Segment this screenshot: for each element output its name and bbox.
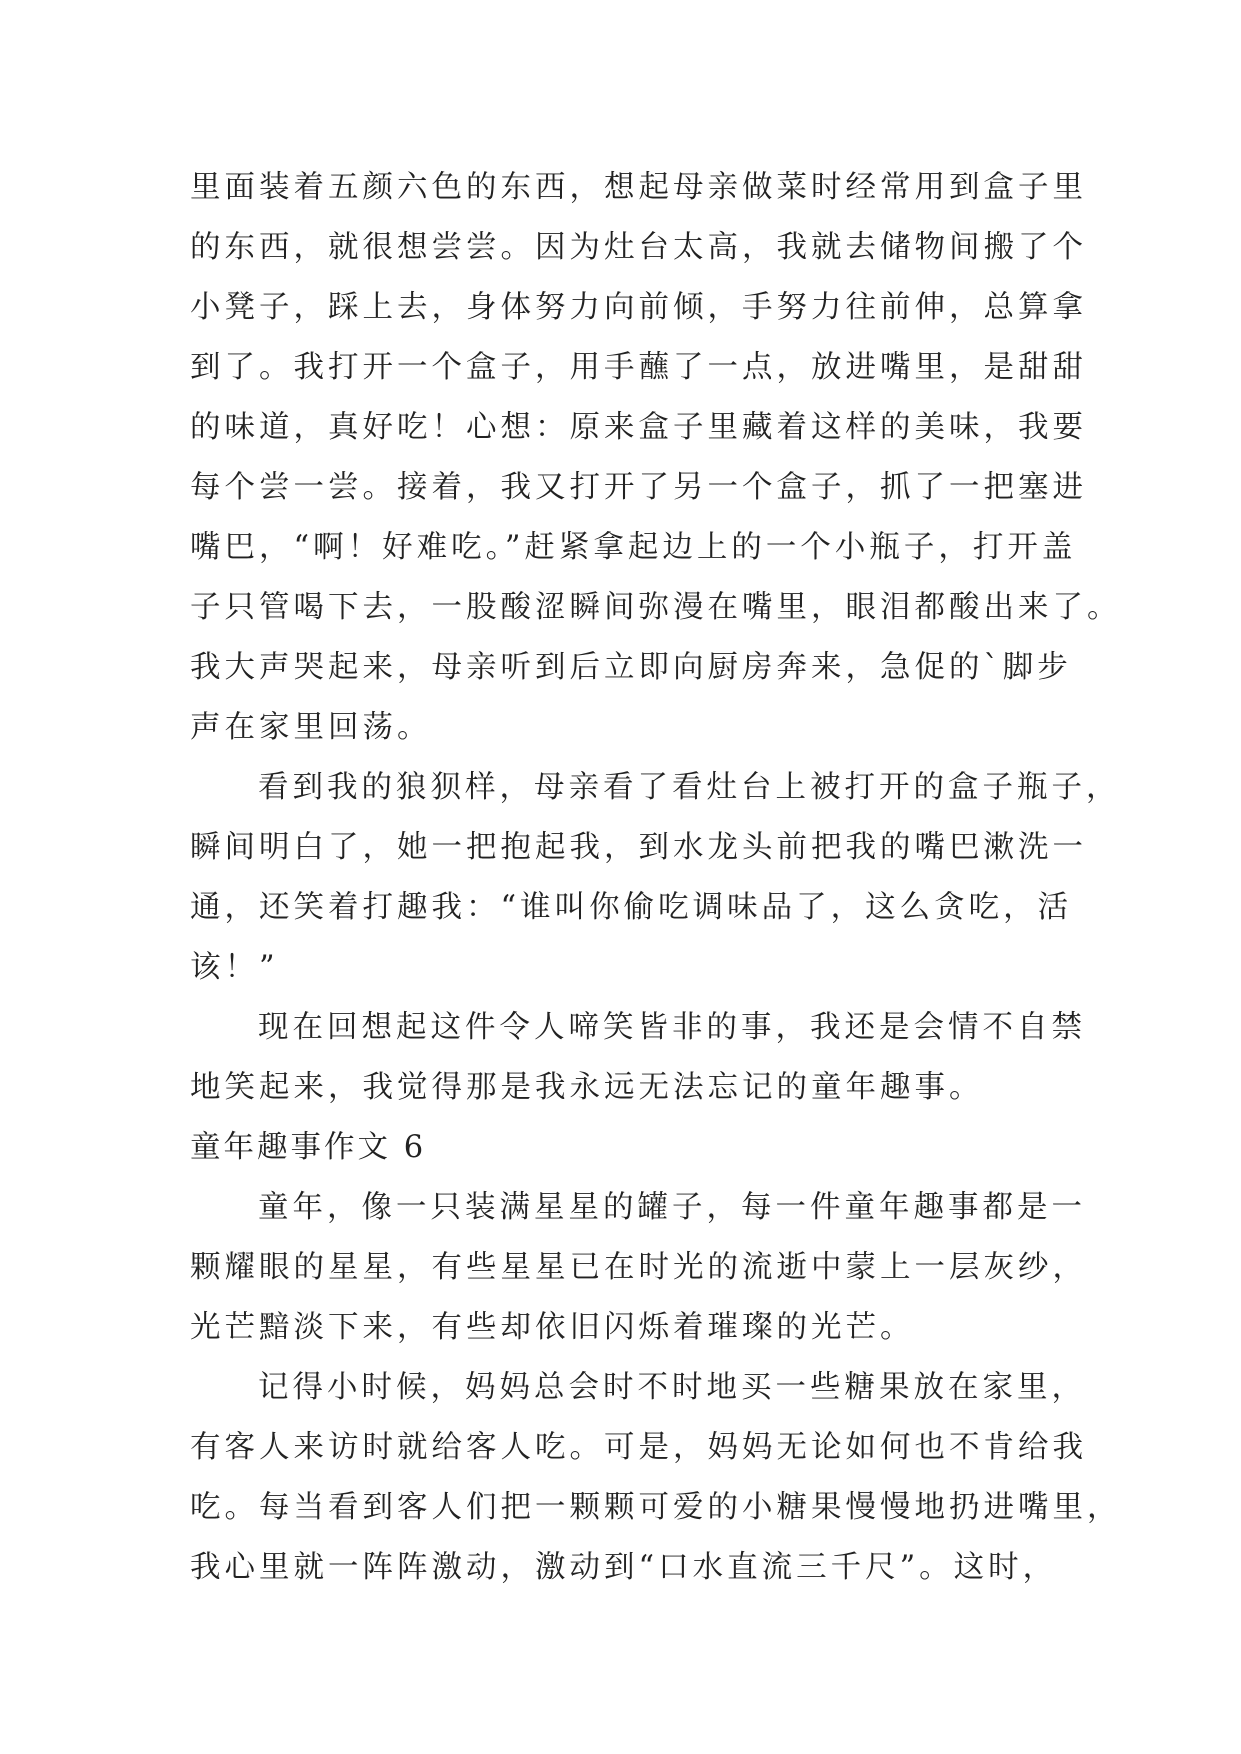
text-line: 到了。我打开一个盒子，用手蘸了一点，放进嘴里，是甜甜 xyxy=(190,350,1087,385)
text-line: 嘴巴，“啊！好难吃。”赶紧拿起边上的一个小瓶子，打开盖 xyxy=(190,530,1077,565)
paragraph xyxy=(190,998,1086,1118)
text-line: 小凳子，踩上去，身体努力向前倾，手努力往前伸，总算拿 xyxy=(190,290,1087,325)
text-line: 记得小时候，妈妈总会时不时地买一些糖果放在家里， xyxy=(258,1370,1086,1405)
text-line: 瞬间明白了，她一把抱起我，到水龙头前把我的嘴巴漱洗一 xyxy=(190,830,1087,865)
text-line: 该！” xyxy=(190,950,279,985)
paragraph xyxy=(190,1358,1122,1598)
text-line: 声在家里回荡。 xyxy=(190,710,432,745)
text-line: 地笑起来，我觉得那是我永远无法忘记的童年趣事。 xyxy=(190,1070,984,1105)
text-line: 吃。每当看到客人们把一颗颗可爱的小糖果慢慢地扔进嘴里， xyxy=(190,1490,1122,1525)
text-line: 里面装着五颜六色的东西，想起母亲做菜时经常用到盒子里 xyxy=(190,170,1087,205)
paragraph xyxy=(190,1178,1087,1358)
text-line: 的味道，真好吃！心想：原来盒子里藏着这样的美味，我要 xyxy=(190,410,1087,445)
text-line: 我大声哭起来，母亲听到后立即向厨房奔来，急促的`脚步 xyxy=(190,650,1072,685)
section-heading xyxy=(190,1118,1050,1178)
text-line: 现在回想起这件令人啼笑皆非的事，我还是会情不自禁 xyxy=(258,1010,1086,1045)
text-line: 每个尝一尝。接着，我又打开了另一个盒子，抓了一把塞进 xyxy=(190,470,1087,505)
text-line: 颗耀眼的星星，有些星星已在时光的流逝中蒙上一层灰纱， xyxy=(190,1250,1087,1285)
text-line: 有客人来访时就给客人吃。可是，妈妈无论如何也不肯给我 xyxy=(190,1430,1087,1465)
heading-text: 童年趣事作文 6 xyxy=(190,1130,427,1165)
text-line: 看到我的狼狈样，母亲看了看灶台上被打开的盒子瓶子， xyxy=(258,770,1121,805)
text-line: 子只管喝下去，一股酸涩瞬间弥漫在嘴里，眼泪都酸出来了。 xyxy=(190,590,1122,625)
text-line: 光芒黯淡下来，有些却依旧闪烁着璀璨的光芒。 xyxy=(190,1310,915,1345)
paragraph xyxy=(190,758,1121,998)
text-line: 我心里就一阵阵激动，激动到“口水直流三千尺”。这时， xyxy=(190,1550,1058,1585)
text-line: 通，还笑着打趣我：“谁叫你偷吃调味品了，这么贪吃，活 xyxy=(190,890,1073,925)
document-body xyxy=(190,158,1122,1598)
paragraph xyxy=(190,158,1122,758)
text-line: 的东西，就很想尝尝。因为灶台太高，我就去储物间搬了个 xyxy=(190,230,1087,265)
text-line: 童年，像一只装满星星的罐子，每一件童年趣事都是一 xyxy=(258,1190,1086,1225)
